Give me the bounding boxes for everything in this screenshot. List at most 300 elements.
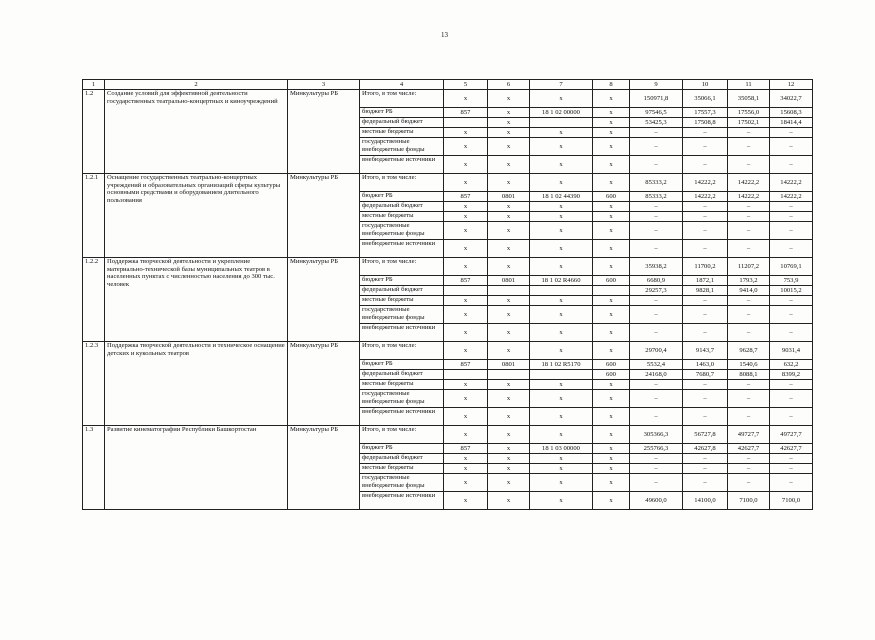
total-amount: 35938,2 — [630, 258, 683, 276]
total-amount: – — [630, 202, 683, 212]
item-number: 1.2.2 — [83, 258, 105, 342]
year-2-amount: 35058,1 — [728, 90, 770, 108]
target-article: x — [530, 306, 593, 324]
column-number-12: 12 — [770, 80, 813, 90]
year-1-amount: 17508,8 — [683, 118, 728, 128]
target-article: x — [530, 454, 593, 464]
year-1-amount: – — [683, 138, 728, 156]
total-amount: – — [630, 128, 683, 138]
admin-code: x — [444, 212, 488, 222]
year-3-amount: 7100,0 — [770, 492, 813, 510]
year-3-amount: 14222,2 — [770, 174, 813, 192]
year-3-amount: – — [770, 408, 813, 426]
funding-source: местные бюджеты — [360, 380, 444, 390]
total-amount: – — [630, 306, 683, 324]
year-1-amount: 14222,2 — [683, 192, 728, 202]
admin-code: x — [444, 464, 488, 474]
year-1-amount: – — [683, 240, 728, 258]
responsible-executor: Минкультуры РБ — [288, 258, 360, 342]
year-3-amount: 10015,2 — [770, 286, 813, 296]
item-number: 1.2.1 — [83, 174, 105, 258]
year-2-amount: 1793,2 — [728, 276, 770, 286]
program-budget-table — [82, 79, 813, 510]
funding-source: государственные внебюджетные фонды — [360, 138, 444, 156]
year-1-amount: – — [683, 408, 728, 426]
year-2-amount: – — [728, 306, 770, 324]
section-code: x — [488, 138, 530, 156]
section-code: x — [488, 444, 530, 454]
total-amount: 305366,3 — [630, 426, 683, 444]
admin-code: x — [444, 306, 488, 324]
funding-source: государственные внебюджетные фонды — [360, 306, 444, 324]
funding-source: федеральный бюджет — [360, 118, 444, 128]
admin-code: x — [444, 492, 488, 510]
section-code: x — [488, 108, 530, 118]
total-amount: – — [630, 222, 683, 240]
column-number-10: 10 — [683, 80, 728, 90]
year-1-amount: – — [683, 128, 728, 138]
column-number-3: 3 — [288, 80, 360, 90]
funding-source: внебюджетные источники — [360, 324, 444, 342]
section-code: x — [488, 408, 530, 426]
year-2-amount: – — [728, 138, 770, 156]
section-code: x — [488, 464, 530, 474]
admin-code: 857 — [444, 108, 488, 118]
year-3-amount: – — [770, 156, 813, 174]
admin-code: 857 — [444, 192, 488, 202]
total-amount: 29700,4 — [630, 342, 683, 360]
funding-source: Итого, в том числе: — [360, 90, 444, 108]
responsible-executor: Минкультуры РБ — [288, 174, 360, 258]
admin-code: 857 — [444, 276, 488, 286]
admin-code: x — [444, 324, 488, 342]
year-3-amount: 15608,3 — [770, 108, 813, 118]
section-code: x — [488, 258, 530, 276]
section-code: x — [488, 306, 530, 324]
target-article: 18 1 02 44390 — [530, 192, 593, 202]
responsible-executor: Минкультуры РБ — [288, 342, 360, 426]
section-code: x — [488, 240, 530, 258]
target-article: x — [530, 342, 593, 360]
funding-source: федеральный бюджет — [360, 286, 444, 296]
year-1-amount: 1463,0 — [683, 360, 728, 370]
year-3-amount: 10769,1 — [770, 258, 813, 276]
target-article — [530, 118, 593, 128]
expense-type — [593, 286, 630, 296]
year-2-amount: – — [728, 408, 770, 426]
year-1-amount: – — [683, 296, 728, 306]
expense-type: x — [593, 474, 630, 492]
year-3-amount: – — [770, 202, 813, 212]
year-2-amount: – — [728, 128, 770, 138]
column-number-row — [83, 80, 813, 90]
item-number: 1.3 — [83, 426, 105, 510]
section-code: x — [488, 128, 530, 138]
admin-code: x — [444, 342, 488, 360]
section-code: 0801 — [488, 360, 530, 370]
section-code: x — [488, 296, 530, 306]
expense-type: x — [593, 464, 630, 474]
responsible-executor: Минкультуры РБ — [288, 426, 360, 510]
funding-source: государственные внебюджетные фонды — [360, 474, 444, 492]
year-2-amount: 14222,2 — [728, 192, 770, 202]
expense-type: 600 — [593, 276, 630, 286]
admin-code: x — [444, 202, 488, 212]
year-1-amount: 1872,1 — [683, 276, 728, 286]
funding-source: государственные внебюджетные фонды — [360, 222, 444, 240]
expense-type: x — [593, 90, 630, 108]
total-amount: 5532,4 — [630, 360, 683, 370]
section-code: x — [488, 454, 530, 464]
funding-source: федеральный бюджет — [360, 454, 444, 464]
expense-type: 600 — [593, 360, 630, 370]
item-name: Развитие кинематографии Республики Башкортостан — [105, 426, 288, 510]
column-number-2: 2 — [105, 80, 288, 90]
year-1-amount: – — [683, 380, 728, 390]
expense-type: x — [593, 202, 630, 212]
section-code: x — [488, 390, 530, 408]
admin-code: x — [444, 454, 488, 464]
year-1-amount: – — [683, 202, 728, 212]
expense-type: x — [593, 454, 630, 464]
year-2-amount: 7100,0 — [728, 492, 770, 510]
year-3-amount: – — [770, 296, 813, 306]
section-code: x — [488, 174, 530, 192]
target-article: x — [530, 174, 593, 192]
admin-code: x — [444, 222, 488, 240]
target-article: x — [530, 380, 593, 390]
year-2-amount: 49727,7 — [728, 426, 770, 444]
target-article: x — [530, 324, 593, 342]
year-2-amount: – — [728, 222, 770, 240]
target-article: x — [530, 492, 593, 510]
expense-type: x — [593, 408, 630, 426]
year-1-amount: – — [683, 156, 728, 174]
expense-type: x — [593, 324, 630, 342]
year-2-amount: 8088,1 — [728, 370, 770, 380]
year-3-amount: 49727,7 — [770, 426, 813, 444]
total-amount: – — [630, 474, 683, 492]
year-1-amount: – — [683, 306, 728, 324]
target-article: x — [530, 202, 593, 212]
admin-code — [444, 370, 488, 380]
item-name: Оснащение государственных театрально-концертных учреждений и образовательных организаций сферы культуры основными средствами и оборудованием длительного пользования — [105, 174, 288, 258]
target-article — [530, 286, 593, 296]
year-2-amount: – — [728, 212, 770, 222]
admin-code: x — [444, 296, 488, 306]
table-row — [83, 426, 813, 444]
column-number-4: 4 — [360, 80, 444, 90]
section-code: x — [488, 118, 530, 128]
admin-code: x — [444, 90, 488, 108]
expense-type: x — [593, 426, 630, 444]
funding-source: бюджет РБ — [360, 444, 444, 454]
table-row — [83, 90, 813, 108]
year-1-amount: 11700,2 — [683, 258, 728, 276]
admin-code: x — [444, 474, 488, 492]
target-article: x — [530, 222, 593, 240]
column-number-5: 5 — [444, 80, 488, 90]
year-2-amount: – — [728, 454, 770, 464]
funding-source: местные бюджеты — [360, 464, 444, 474]
year-2-amount: – — [728, 464, 770, 474]
target-article: x — [530, 240, 593, 258]
year-3-amount: – — [770, 128, 813, 138]
year-1-amount: – — [683, 324, 728, 342]
year-3-amount: – — [770, 138, 813, 156]
target-article: x — [530, 138, 593, 156]
admin-code — [444, 286, 488, 296]
expense-type: x — [593, 108, 630, 118]
funding-source: бюджет РБ — [360, 276, 444, 286]
section-code: x — [488, 222, 530, 240]
year-1-amount: – — [683, 454, 728, 464]
year-1-amount: 14100,0 — [683, 492, 728, 510]
item-name: Создание условий для эффективной деятельности государственных театрально-концертных и киноучреждений — [105, 90, 288, 174]
admin-code: x — [444, 128, 488, 138]
section-code: 0801 — [488, 192, 530, 202]
year-2-amount: – — [728, 156, 770, 174]
funding-source: внебюджетные источники — [360, 240, 444, 258]
admin-code: x — [444, 174, 488, 192]
total-amount: – — [630, 408, 683, 426]
section-code: x — [488, 90, 530, 108]
column-number-8: 8 — [593, 80, 630, 90]
year-2-amount: 11207,2 — [728, 258, 770, 276]
funding-source: местные бюджеты — [360, 296, 444, 306]
target-article: x — [530, 464, 593, 474]
year-2-amount: – — [728, 296, 770, 306]
funding-source: местные бюджеты — [360, 212, 444, 222]
admin-code: x — [444, 408, 488, 426]
year-1-amount: 35066,1 — [683, 90, 728, 108]
year-1-amount: – — [683, 212, 728, 222]
section-code — [488, 286, 530, 296]
funding-source: бюджет РБ — [360, 108, 444, 118]
year-2-amount: – — [728, 324, 770, 342]
total-amount: 49600,0 — [630, 492, 683, 510]
year-3-amount: – — [770, 380, 813, 390]
item-number: 1.2.3 — [83, 342, 105, 426]
year-2-amount: 17556,0 — [728, 108, 770, 118]
admin-code: x — [444, 390, 488, 408]
section-code: x — [488, 202, 530, 212]
expense-type: x — [593, 258, 630, 276]
target-article: x — [530, 408, 593, 426]
expense-type: x — [593, 296, 630, 306]
year-3-amount: 753,9 — [770, 276, 813, 286]
admin-code: x — [444, 138, 488, 156]
target-article: x — [530, 212, 593, 222]
expense-type: x — [593, 156, 630, 174]
expense-type: x — [593, 390, 630, 408]
year-2-amount: 9414,0 — [728, 286, 770, 296]
year-1-amount: – — [683, 390, 728, 408]
expense-type: x — [593, 222, 630, 240]
expense-type: x — [593, 306, 630, 324]
year-3-amount: – — [770, 454, 813, 464]
total-amount: – — [630, 212, 683, 222]
year-1-amount: 17557,3 — [683, 108, 728, 118]
year-3-amount: 9031,4 — [770, 342, 813, 360]
expense-type: 600 — [593, 192, 630, 202]
admin-code: x — [444, 240, 488, 258]
total-amount: – — [630, 464, 683, 474]
total-amount: 255766,3 — [630, 444, 683, 454]
year-1-amount: 42627,8 — [683, 444, 728, 454]
column-number-9: 9 — [630, 80, 683, 90]
funding-source: Итого, в том числе: — [360, 174, 444, 192]
year-3-amount: – — [770, 306, 813, 324]
total-amount: – — [630, 380, 683, 390]
total-amount: – — [630, 156, 683, 174]
year-1-amount: – — [683, 464, 728, 474]
expense-type: x — [593, 380, 630, 390]
target-article: 18 1 02 R5170 — [530, 360, 593, 370]
total-amount: – — [630, 138, 683, 156]
responsible-executor: Минкультуры РБ — [288, 90, 360, 174]
year-1-amount: 9828,1 — [683, 286, 728, 296]
target-article: x — [530, 258, 593, 276]
total-amount: – — [630, 324, 683, 342]
year-3-amount: – — [770, 324, 813, 342]
year-2-amount: 17502,1 — [728, 118, 770, 128]
table-row — [83, 174, 813, 192]
year-2-amount: – — [728, 380, 770, 390]
admin-code: x — [444, 258, 488, 276]
total-amount: 53425,3 — [630, 118, 683, 128]
section-code: x — [488, 342, 530, 360]
target-article: x — [530, 128, 593, 138]
expense-type: x — [593, 128, 630, 138]
expense-type: x — [593, 138, 630, 156]
total-amount: – — [630, 296, 683, 306]
total-amount: – — [630, 240, 683, 258]
admin-code: 857 — [444, 360, 488, 370]
year-3-amount: 34022,7 — [770, 90, 813, 108]
funding-source: бюджет РБ — [360, 192, 444, 202]
total-amount: 85333,2 — [630, 174, 683, 192]
table-row — [83, 258, 813, 276]
total-amount: 6680,9 — [630, 276, 683, 286]
target-article: 18 1 02 R4660 — [530, 276, 593, 286]
total-amount: 150971,8 — [630, 90, 683, 108]
funding-source: государственные внебюджетные фонды — [360, 390, 444, 408]
year-3-amount: 18414,4 — [770, 118, 813, 128]
section-code: x — [488, 156, 530, 174]
year-2-amount: 1540,6 — [728, 360, 770, 370]
year-1-amount: – — [683, 474, 728, 492]
year-1-amount: 56727,8 — [683, 426, 728, 444]
expense-type: x — [593, 444, 630, 454]
total-amount: 85333,2 — [630, 192, 683, 202]
expense-type: x — [593, 118, 630, 128]
funding-source: Итого, в том числе: — [360, 258, 444, 276]
funding-source: федеральный бюджет — [360, 202, 444, 212]
year-3-amount: – — [770, 464, 813, 474]
year-3-amount: 8399,2 — [770, 370, 813, 380]
year-3-amount: – — [770, 474, 813, 492]
year-3-amount: 14222,2 — [770, 192, 813, 202]
target-article — [530, 370, 593, 380]
year-1-amount: 7680,7 — [683, 370, 728, 380]
expense-type: 600 — [593, 370, 630, 380]
section-code: x — [488, 380, 530, 390]
section-code — [488, 370, 530, 380]
year-2-amount: – — [728, 202, 770, 212]
section-code: x — [488, 492, 530, 510]
section-code: x — [488, 426, 530, 444]
admin-code: x — [444, 380, 488, 390]
item-name: Поддержка творческой деятельности и техническое оснащение детских и кукольных театров — [105, 342, 288, 426]
year-2-amount: 14222,2 — [728, 174, 770, 192]
target-article: x — [530, 156, 593, 174]
section-code: x — [488, 324, 530, 342]
target-article: 18 1 02 00000 — [530, 108, 593, 118]
section-code: x — [488, 474, 530, 492]
table-row — [83, 342, 813, 360]
target-article: x — [530, 90, 593, 108]
column-number-1: 1 — [83, 80, 105, 90]
year-1-amount: 9143,7 — [683, 342, 728, 360]
page-number: 13 — [441, 31, 448, 39]
funding-source: внебюджетные источники — [360, 492, 444, 510]
target-article: 18 1 03 00000 — [530, 444, 593, 454]
year-2-amount: 9628,7 — [728, 342, 770, 360]
target-article: x — [530, 296, 593, 306]
total-amount: 29257,3 — [630, 286, 683, 296]
admin-code: 857 — [444, 444, 488, 454]
total-amount: 24168,0 — [630, 370, 683, 380]
expense-type: x — [593, 174, 630, 192]
year-1-amount: 14222,2 — [683, 174, 728, 192]
target-article: x — [530, 474, 593, 492]
admin-code — [444, 118, 488, 128]
year-2-amount: 42627,7 — [728, 444, 770, 454]
section-code: 0801 — [488, 276, 530, 286]
expense-type: x — [593, 240, 630, 258]
item-name: Поддержка творческой деятельности и укрепление материально-технической базы муниципальных театров в населенных пунктах с численностью населения до 300 тыс. человек — [105, 258, 288, 342]
item-number: 1.2 — [83, 90, 105, 174]
year-3-amount: 632,2 — [770, 360, 813, 370]
funding-source: внебюджетные источники — [360, 408, 444, 426]
target-article: x — [530, 426, 593, 444]
funding-source: федеральный бюджет — [360, 370, 444, 380]
total-amount: – — [630, 390, 683, 408]
year-3-amount: – — [770, 390, 813, 408]
column-number-7: 7 — [530, 80, 593, 90]
expense-type: x — [593, 492, 630, 510]
year-2-amount: – — [728, 474, 770, 492]
year-3-amount: 42627,7 — [770, 444, 813, 454]
funding-source: бюджет РБ — [360, 360, 444, 370]
column-number-6: 6 — [488, 80, 530, 90]
column-number-11: 11 — [728, 80, 770, 90]
total-amount: 97546,5 — [630, 108, 683, 118]
year-3-amount: – — [770, 212, 813, 222]
target-article: x — [530, 390, 593, 408]
year-2-amount: – — [728, 390, 770, 408]
admin-code: x — [444, 426, 488, 444]
total-amount: – — [630, 454, 683, 464]
year-3-amount: – — [770, 222, 813, 240]
funding-source: Итого, в том числе: — [360, 426, 444, 444]
funding-source: местные бюджеты — [360, 128, 444, 138]
year-3-amount: – — [770, 240, 813, 258]
funding-source: внебюджетные источники — [360, 156, 444, 174]
year-2-amount: – — [728, 240, 770, 258]
admin-code: x — [444, 156, 488, 174]
